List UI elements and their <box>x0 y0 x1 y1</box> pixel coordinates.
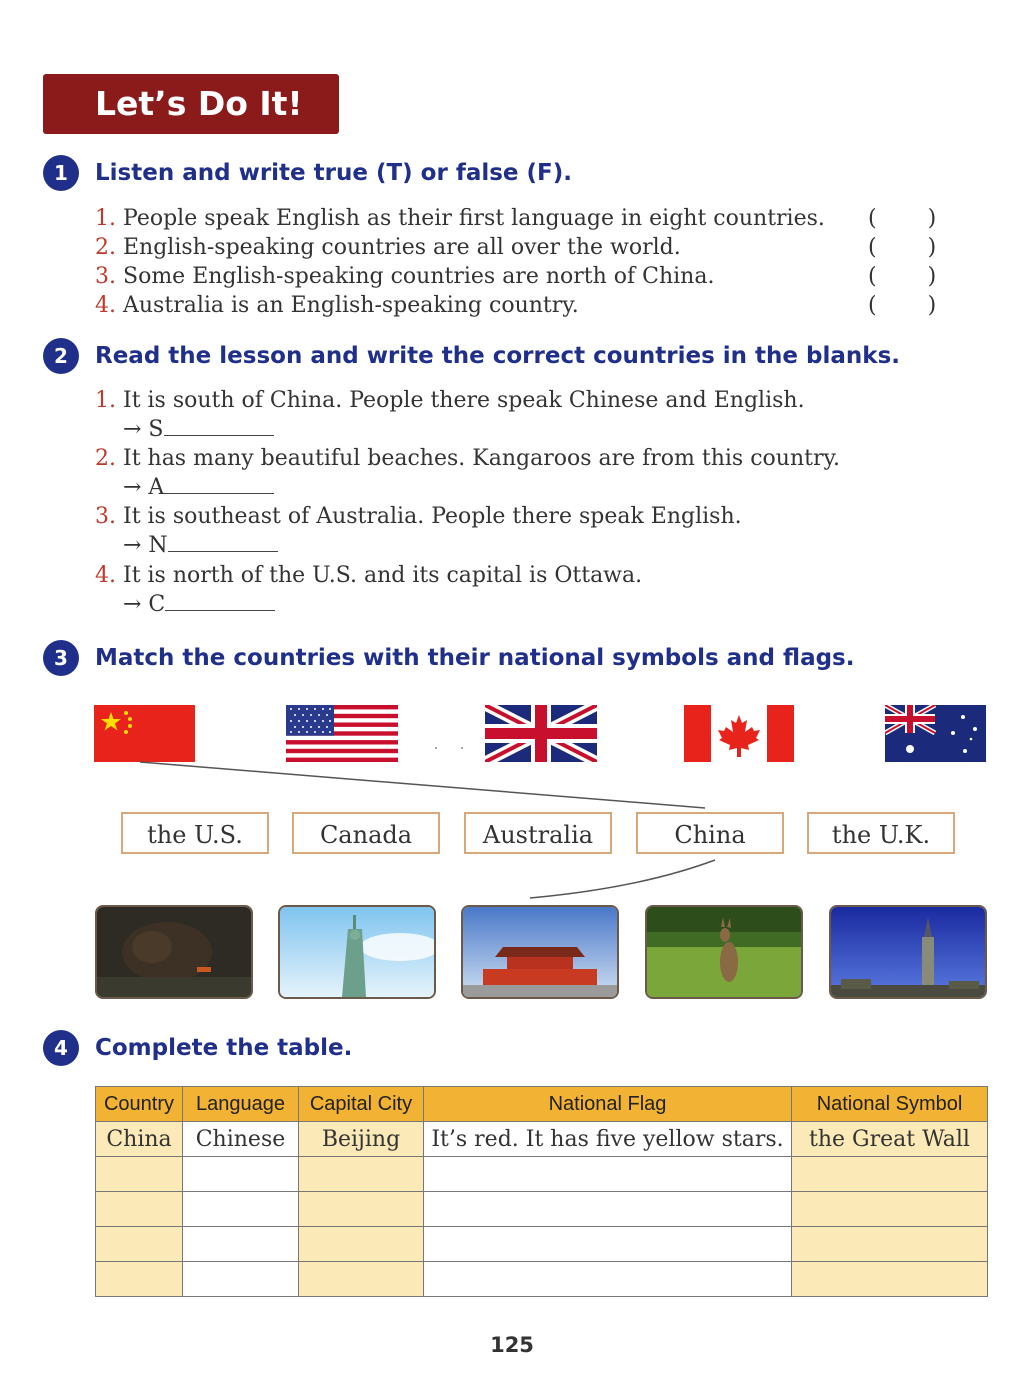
section-3-title: Match the countries with their national symbols and flags. <box>95 645 855 671</box>
section-4-title: Complete the table. <box>95 1035 353 1061</box>
table-cell[interactable] <box>183 1157 299 1192</box>
table-cell[interactable] <box>183 1227 299 1262</box>
header-national-flag: National Flag <box>424 1087 792 1122</box>
table-cell: Chinese <box>183 1122 299 1157</box>
page-number: 125 <box>490 1333 534 1357</box>
table-cell[interactable] <box>96 1262 183 1297</box>
header-national-symbol: National Symbol <box>792 1087 988 1122</box>
country-box-canada[interactable]: Canada <box>292 812 440 854</box>
answer-prefix: → C <box>123 592 166 617</box>
table-row <box>96 1227 988 1262</box>
table-cell[interactable] <box>299 1192 424 1227</box>
table-row <box>96 1262 988 1297</box>
table-header-row <box>96 1087 988 1122</box>
blank-item-number: 1. <box>95 388 116 413</box>
section-1-number: 1 <box>43 155 79 191</box>
table-cell: It’s red. It has five yellow stars. <box>424 1122 792 1157</box>
tf-item-number: 4. <box>95 293 116 318</box>
tf-answer-blank[interactable]: ( ) <box>868 206 959 231</box>
answer-prefix: → A <box>123 475 165 500</box>
kangaroo-photo[interactable] <box>645 905 803 999</box>
country-info-table <box>95 1086 988 1297</box>
blank-item-text: It has many beautiful beaches. Kangaroos are from this country. <box>123 446 840 471</box>
table-cell: the Great Wall <box>792 1122 988 1157</box>
country-box-china[interactable]: China <box>636 812 784 854</box>
tf-item-text: Some English-speaking countries are north of China. <box>123 264 715 289</box>
section-2-title: Read the lesson and write the correct countries in the blanks. <box>95 343 900 369</box>
country-box-australia[interactable]: Australia <box>464 812 612 854</box>
statue-of-liberty-photo[interactable] <box>278 905 436 999</box>
table-cell[interactable] <box>792 1157 988 1192</box>
section-3-number: 3 <box>43 640 79 676</box>
country-box-us[interactable]: the U.S. <box>121 812 269 854</box>
header-country: Country <box>96 1087 183 1122</box>
table-row <box>96 1192 988 1227</box>
tf-answer-blank[interactable]: ( ) <box>868 264 959 289</box>
tf-item-text: People speak English as their first language in eight countries. <box>123 206 825 231</box>
table-cell[interactable] <box>792 1192 988 1227</box>
table-cell[interactable] <box>299 1227 424 1262</box>
tf-item-number: 3. <box>95 264 116 289</box>
table-cell: China <box>96 1122 183 1157</box>
tf-item-text: Australia is an English-speaking country. <box>123 293 579 318</box>
answer-prefix: → N <box>123 533 168 558</box>
table-cell[interactable] <box>96 1227 183 1262</box>
blank-item-number: 3. <box>95 504 116 529</box>
table-cell[interactable] <box>299 1157 424 1192</box>
page-banner: Let’s Do It! <box>43 74 339 134</box>
section-4-number: 4 <box>43 1030 79 1066</box>
tf-item-number: 1. <box>95 206 116 231</box>
tf-answer-blank[interactable]: ( ) <box>868 235 959 260</box>
table-row <box>96 1157 988 1192</box>
table-cell[interactable] <box>96 1157 183 1192</box>
header-capital-city: Capital City <box>299 1087 424 1122</box>
tf-item-text: English-speaking countries are all over the world. <box>123 235 681 260</box>
match-line-flag <box>140 762 705 808</box>
blank-item-text: It is southeast of Australia. People there speak English. <box>123 504 742 529</box>
tf-answer-blank[interactable]: ( ) <box>868 293 959 318</box>
animal-photo[interactable] <box>95 905 253 999</box>
match-line-photo <box>530 860 715 898</box>
table-cell[interactable] <box>792 1262 988 1297</box>
table-cell[interactable] <box>424 1227 792 1262</box>
blank-item-number: 2. <box>95 446 116 471</box>
answer-prefix: → S <box>123 417 164 442</box>
table-row <box>96 1122 988 1157</box>
country-box-uk[interactable]: the U.K. <box>807 812 955 854</box>
table-cell[interactable] <box>183 1192 299 1227</box>
parliament-tower-photo[interactable] <box>829 905 987 999</box>
header-language: Language <box>183 1087 299 1122</box>
section-1-title: Listen and write true (T) or false (F). <box>95 160 573 186</box>
table-cell[interactable] <box>299 1262 424 1297</box>
table-cell[interactable] <box>96 1192 183 1227</box>
blank-item-text: It is south of China. People there speak Chinese and English. <box>123 388 805 413</box>
table-cell: Beijing <box>299 1122 424 1157</box>
section-2-number: 2 <box>43 338 79 374</box>
tf-item-number: 2. <box>95 235 116 260</box>
table-cell[interactable] <box>424 1192 792 1227</box>
table-cell[interactable] <box>792 1227 988 1262</box>
table-cell[interactable] <box>183 1262 299 1297</box>
table-cell[interactable] <box>424 1157 792 1192</box>
table-cell[interactable] <box>424 1262 792 1297</box>
blank-item-text: It is north of the U.S. and its capital is Ottawa. <box>123 563 643 588</box>
tiananmen-photo[interactable] <box>461 905 619 999</box>
blank-item-number: 4. <box>95 563 116 588</box>
